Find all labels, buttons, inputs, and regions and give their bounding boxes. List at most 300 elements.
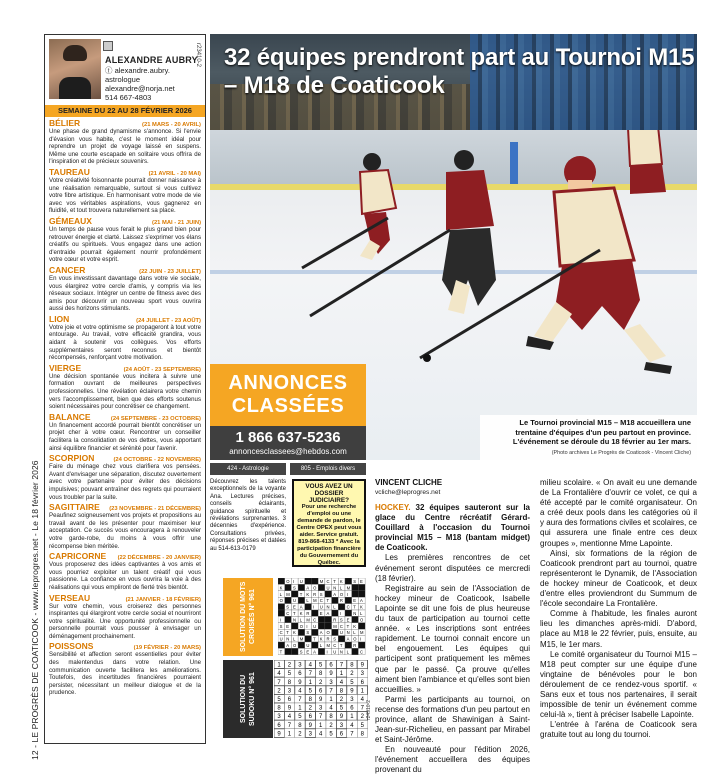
facebook-handle[interactable]: ⓕ alexandre.aubry.: [105, 66, 170, 75]
crossword-letter: S: [293, 585, 296, 591]
sign-text: Un temps de pause vous ferait le plus grand bien pour retrouver énergie et clarté. Laissez s'exprimer vos élans créatifs ou spirituels. Vous engagez dans une action d'entraide pourrait également nourrir profondément votre cœur et votre esprit.: [49, 225, 201, 264]
crossword-letter: A: [360, 598, 363, 604]
crossword-cell: [278, 610, 285, 616]
crossword-cell: [312, 642, 319, 648]
crossword-cell: [338, 604, 345, 610]
photo-credit: (Photo archives Le Progrès de Coaticook - Vincent Cliche): [551, 449, 691, 456]
crossword-letter: C: [319, 598, 323, 604]
crossword-letter: E: [346, 617, 350, 623]
sudoku-digit: 2: [277, 688, 281, 695]
sign-dates: (21 MAI - 21 JUIN): [152, 219, 201, 226]
crossword-letter: U: [279, 636, 283, 642]
crossword-cell: [332, 597, 339, 603]
crossword-letter: T: [346, 623, 350, 629]
classifieds-categories: [210, 463, 366, 475]
sign-name: POISSONS: [49, 641, 94, 652]
horoscope-column: [44, 34, 206, 744]
crossword-letter: A: [319, 630, 323, 636]
crossword-cell: [352, 616, 359, 622]
sign-text: Peaufinez soigneusement vos projets et propositions au travail avant de les présenter pour maximiser leur acceptation. Ce succès vous encouragera à renouveler votre garde-robe, du moins à vous offrir une récompense bien méritée.: [49, 512, 201, 550]
sudoku-digit: 6: [360, 679, 364, 686]
sign-name: SCORPION: [49, 453, 95, 464]
sudoku-grid: [274, 660, 368, 738]
crossword-cell: [338, 636, 345, 642]
crossword-letter: A: [286, 643, 290, 648]
sudoku-digit: 8: [308, 697, 312, 703]
crossword-letter: E: [306, 649, 310, 655]
sign-name: BALANCE: [49, 411, 91, 422]
crossword-letter: I: [346, 591, 348, 597]
crossword-letter: T: [339, 643, 343, 648]
crossword-letter: C: [286, 611, 290, 616]
crossword-cell: [345, 597, 352, 603]
solutions-code: r24910-2: [366, 700, 372, 721]
player-figure: [310, 150, 496, 316]
sudoku-digit: 9: [339, 714, 344, 721]
sudoku-digit: 9: [329, 671, 333, 678]
crossword-letter: S: [279, 623, 283, 629]
crossword-letter: O: [326, 630, 330, 636]
sudoku-digit: 7: [350, 731, 354, 738]
sudoku-digit: 6: [298, 671, 302, 678]
crossword-letter: C: [360, 649, 364, 655]
crossword-letter: S: [306, 630, 310, 636]
crossword-letter: T: [299, 591, 303, 597]
crossword-cell: [345, 642, 352, 648]
sudoku-digit: 7: [308, 671, 312, 678]
crossword-letter: U: [293, 598, 297, 604]
crossword-letter: T: [286, 630, 289, 636]
sign-name: VERSEAU: [49, 592, 91, 603]
crossword-cell: [285, 584, 292, 590]
sudoku-digit: 7: [277, 679, 281, 686]
crossword-cell: [285, 597, 292, 603]
crossword-letter: U: [333, 649, 337, 655]
sign-dates: (19 FÉVRIER - 20 MARS): [133, 645, 201, 652]
sudoku-digit: 9: [308, 722, 312, 729]
crossword-cell: [318, 623, 325, 629]
sudoku-digit: 4: [339, 679, 344, 686]
sudoku-digit: 9: [319, 697, 323, 703]
sign-dates: (24 JUILLET - 23 AOÛT): [136, 317, 201, 324]
sudoku-digit: 7: [329, 688, 333, 695]
sudoku-digit: 5: [287, 671, 292, 678]
crossword-cell: [285, 616, 292, 622]
crossword-letter: I: [313, 604, 315, 610]
article-paragraph: L'entrée à l'aréna de Coaticook sera gratuite tout au long du tournoi.: [540, 720, 697, 740]
article-column-1: [375, 503, 530, 776]
sudoku-digit: 1: [339, 671, 344, 678]
sudoku-digit: 8: [298, 722, 302, 729]
article-column-2: [540, 478, 697, 740]
sudoku-digit: 2: [329, 722, 333, 729]
classifieds-title-line1: ANNONCES: [228, 372, 348, 394]
crossword-letter: K: [353, 623, 357, 629]
crossword-cell: [345, 610, 352, 616]
crossword-cell: [318, 648, 325, 654]
sign-text: En vous investissant davantage dans votre vie sociale, vous élargirez votre cercle d'amis, y compris via les réseaux sociaux. Intégrer un centre de fitness avec des amis pour découvrir un nouveau sport vous ouvrira aussi des horizons stimulants.: [49, 274, 201, 313]
horoscope-sign: [45, 117, 205, 166]
sudoku-digit: 4: [350, 722, 354, 729]
crossword-letter: O: [360, 617, 364, 623]
crossword-letter: R: [333, 617, 337, 623]
crossword-letter: I: [360, 636, 362, 642]
crossword-cell: [305, 604, 315, 610]
article-paragraph: Comme à l'habitude, les finales auront lieu les dimanches après-midi. D'abord, place au M18 le 22 février, puis, ensuite, au M15, le 1er mars.: [540, 609, 697, 649]
crossword-letter: A: [299, 604, 303, 610]
sudoku-digit: 3: [319, 705, 323, 712]
crossword-letter: A: [313, 649, 316, 655]
article-paragraph: Les premières rencontres de cet événement seront disputées ce mercredi (18 février).: [375, 553, 530, 583]
checkbox-icon: [103, 41, 113, 51]
crossword-letter: L: [346, 649, 349, 655]
sudoku-digit: 3: [339, 722, 344, 729]
sudoku-digit: 7: [360, 705, 364, 712]
sign-name: TAUREAU: [49, 166, 90, 177]
horoscope-sign: [45, 362, 205, 411]
crossword-letter: U: [306, 643, 310, 648]
crossword-letter: M: [360, 630, 364, 636]
crossword-letter: T: [293, 611, 296, 616]
sudoku-digit: 5: [339, 705, 344, 712]
crossword-cell: [325, 623, 332, 629]
sudoku-digit: 9: [360, 662, 364, 669]
ad-opex-title: VOUS AVEZ UN DOSSIER JUDICIAIRE?: [305, 483, 353, 504]
crossword-cell: [298, 642, 305, 648]
crossword-cell: [358, 623, 365, 629]
sudoku-digit: 5: [329, 731, 333, 738]
sudoku-digit: 8: [339, 688, 344, 695]
crossword-letter: S: [339, 617, 343, 623]
crossword-letter: S: [319, 591, 323, 597]
sign-list: [45, 117, 205, 697]
crossword-letter: T: [326, 598, 330, 604]
sudoku-digit: 9: [277, 731, 281, 738]
sudoku-digit: 6: [350, 705, 354, 712]
sudoku-digit: 8: [277, 705, 281, 712]
crossword-letter: S: [299, 649, 303, 655]
sudoku-digit: 7: [319, 714, 323, 721]
sudoku-digit: 2: [287, 662, 292, 669]
crossword-letter: L: [353, 630, 356, 636]
sudoku-digit: 1: [308, 679, 312, 686]
crossword-letter: E: [319, 611, 323, 616]
sudoku-digit: 1: [287, 731, 292, 738]
crossword-letter: A: [346, 636, 350, 642]
sudoku-digit: 1: [329, 697, 333, 703]
sudoku-digit: 2: [350, 671, 354, 678]
crossword-letter: A: [326, 611, 330, 616]
crossword-cell: [312, 629, 319, 635]
horoscope-sign: [45, 550, 205, 591]
crossword-letter: S: [353, 579, 357, 584]
crossword-letter: E: [360, 579, 363, 584]
article-paragraph: Registraire au sein de l'Association de hockey mineur de Coaticook, Isabelle Lapointe se dit une fois de plus heureuse du taux de participation au tournoi cette année. « Les inscriptions sont entrées rapidement. Le tournoi connait encore un bel engouement. Les équipes qui participent sont pratiquement les mêmes que par le passé. Ça prouve qu'elles aiment bien l'ambiance et qu'elles sont bien accueillies. »: [375, 583, 530, 694]
ad-opex: [292, 479, 366, 567]
crossword-letter: K: [306, 591, 310, 597]
sign-name: LION: [49, 313, 70, 324]
crossword-letter: M: [286, 591, 290, 597]
crossword-cell: [298, 597, 305, 603]
crossword-letter: N: [353, 611, 357, 616]
crossword-letter: L: [306, 598, 309, 604]
sudoku-digit: 6: [308, 714, 312, 721]
article-author-email[interactable]: vcliche@leprogres.net: [375, 489, 441, 496]
sudoku-digit: 3: [350, 697, 354, 703]
crossword-letter: L: [279, 591, 282, 597]
sign-dates: (24 AOÛT - 23 SEPTEMBRE): [123, 366, 201, 373]
crossword-letter: O: [339, 591, 344, 597]
astrologer-header: [45, 35, 205, 105]
crossword-cell: [285, 648, 292, 654]
classifieds-email[interactable]: annoncesclassees@hebdos.com: [229, 447, 347, 456]
crossword-letter: R: [353, 643, 357, 648]
crossword-cell: [358, 642, 365, 648]
crossword-letter: E: [286, 623, 290, 629]
horoscope-sign: [45, 640, 205, 697]
crossword-letter: M: [333, 623, 337, 629]
horoscope-sign: [45, 313, 205, 362]
crossword-letter: A: [333, 591, 336, 597]
crossword-letter: C: [313, 617, 317, 623]
page-footer: 12 - LE PROGRÈS DE COATICOOK - www.leprogres.net - Le 18 février 2026: [30, 460, 40, 760]
crossword-letter: M: [319, 579, 324, 584]
crossword-letter: C: [333, 643, 337, 648]
sudoku-digit: 5: [277, 697, 281, 703]
article-paragraph: milieu scolaire. « On avait eu une demande de La Frontalière d'ouvrir ce volet, ce qui a été accepté par le comité organisateur. On a créé deux pools dans les catégories où il y aura des formations civiles et scolaires, ce qui assurera une finale entre ces deux groupes », mentionne Mme Lapointe.: [540, 478, 697, 548]
crossword-letter: C: [339, 623, 343, 629]
sudoku-digit: 8: [350, 662, 354, 669]
crossword-cell: [358, 584, 365, 590]
crossword-cell: [291, 648, 298, 654]
crossword-solution-label: SOLUTION DU MOTS CROISÉS N° 961: [223, 578, 273, 656]
crossword-letter: E: [353, 598, 357, 604]
crossword-letter: I: [326, 649, 328, 655]
crossword-letter: A: [306, 585, 310, 591]
horoscope-sign: [45, 215, 205, 264]
horoscope-sign: [45, 592, 205, 641]
crossword-letter: T: [279, 649, 283, 655]
sudoku-digit: 8: [329, 714, 333, 721]
crossword-letter: I: [293, 579, 295, 584]
player-figure: [628, 130, 666, 194]
sudoku-digit: 4: [319, 731, 323, 738]
category-astrologie: 424 - Astrologie: [210, 463, 286, 475]
classifieds-phone[interactable]: 1 866 637-5236: [235, 429, 341, 446]
sudoku-digit: 9: [298, 679, 302, 686]
sudoku-digit: 2: [360, 714, 364, 721]
crossword-cell: [325, 616, 332, 622]
sign-dates: (21 MARS - 20 AVRIL): [142, 122, 201, 128]
sudoku-solution-label: SOLUTION DU SUDOKU N° 961: [223, 660, 273, 738]
crossword-letter: M: [346, 585, 351, 591]
crossword-cell: [332, 610, 342, 616]
sign-dates: (24 OCTOBRE - 22 NOVEMBRE): [113, 457, 201, 464]
crossword-letter: L: [299, 617, 303, 623]
avatar: [49, 39, 101, 99]
horoscope-sign: [45, 501, 205, 550]
headline-banner: [210, 34, 697, 130]
article-paragraph: Parmi les participants au tournoi, on recense des formations d'un peu partout en province, allant de Shawinigan à Saint-Jean-sur-Richelieu, en passant par Mirabel et Saint-Jérôme.: [375, 694, 530, 745]
photo-caption: Le Tournoi provincial M15 – M18 accueillera une trentaine d'équipes d'un peu partout en province. L'événement se déroule du 18 février au 1er mars.: [512, 418, 691, 446]
crossword-letter: S: [333, 636, 336, 642]
sudoku-digit: 5: [308, 688, 312, 695]
sign-text: Un financement accordé pourrait bientôt concrétiser un projet cher à votre cœur. Rencontrer un conseiller facilitera la consolidation de vos dettes, vous apportant ainsi équilibre financier et sérénité pour l'avenir.: [49, 421, 201, 452]
crossword-cell: [332, 629, 339, 635]
sudoku-digit: 8: [287, 679, 292, 686]
crossword-letter: M: [313, 598, 317, 604]
crossword-letter: T: [313, 636, 316, 642]
sign-text: Vous proposerez des idées captivantes à vos amis et vous pourriez exploiter un talent créatif qui vous passionne. La confiance en vous ouvrira la voie à des réalisations qui vous empliront de fierté très bientôt.: [49, 561, 201, 591]
sudoku-digit: 4: [298, 688, 302, 695]
sudoku-digit: 3: [308, 731, 312, 738]
horoscope-sign: [45, 166, 205, 215]
crossword-letter: M: [306, 617, 310, 623]
sudoku-digit: 1: [350, 714, 354, 721]
crossword-letter: N: [286, 636, 290, 642]
player-figure: [302, 153, 396, 268]
facebook-icon: ⓕ: [105, 66, 115, 75]
crossword-cell: [291, 623, 298, 629]
sudoku-digit: 1: [298, 705, 302, 712]
crossword-cell: [312, 610, 319, 616]
crossword-cell: [318, 584, 325, 590]
crossword-letter: L: [319, 643, 323, 648]
sudoku-digit: 6: [287, 697, 292, 703]
sign-dates: (21 AVRIL - 20 MAI): [148, 170, 201, 177]
sign-text: Sensibilité et affection seront essentielles pour éviter des malentendus dans votre relation. Une communication ouverte facilitera les améliorations. Toutefois, des incertitudes financières pourraient persister, nécessitant un meilleur dialogue et de la prudence.: [49, 651, 201, 697]
crossword-cell: [278, 642, 285, 648]
sign-name: CANCER: [49, 264, 86, 275]
crossword-letter: O: [279, 598, 283, 604]
crossword-letter: K: [299, 611, 303, 616]
sudoku-digit: 3: [360, 671, 364, 678]
crossword-letter: K: [360, 604, 363, 610]
horoscope-sign: [45, 264, 205, 313]
crossword-cell: [352, 591, 359, 597]
crossword-cell: [305, 636, 312, 642]
crossword-letter: K: [293, 630, 296, 636]
crossword-letter: O: [293, 643, 297, 648]
sudoku-digit: 1: [277, 662, 281, 669]
crossword-letter: N: [339, 649, 343, 655]
crossword-letter: S: [286, 604, 290, 610]
crossword-letter: N: [326, 604, 330, 610]
sudoku-digit: 4: [308, 662, 312, 669]
sudoku-digit: 5: [319, 662, 323, 669]
crossword-letter: T: [353, 604, 356, 610]
article-paragraph: Le comité organisateur du Tournoi M15 – M18 peut compter sur une équipe d'une vingtaine de bénévoles pour le bon déroulement de ce rendez-vous sportif. « Sans eux et tous nos partenaires, il serait impossible de tenir un événement comme celui-là », tient à préciser Isabelle Lapointe.: [540, 649, 697, 720]
sudoku-digit: 3: [298, 662, 302, 669]
crossword-cell: [352, 584, 359, 590]
sudoku-digit: 3: [329, 679, 333, 686]
crossword-letter: L: [360, 611, 363, 616]
sign-name: GÉMEAUX: [49, 215, 92, 226]
sudoku-digit: 8: [360, 731, 364, 738]
ad-opex-text: Pour une recherche d'emploi ou une demande de pardon, le Centre OPEX peut vous aider. Service gratuit. 819-868-4133 * Avec la participation financière du Gouvernement du Québec.: [296, 504, 362, 566]
crossword-letter: N: [333, 585, 337, 591]
photo-caption-box: [480, 415, 697, 463]
crossword-letter: L: [333, 604, 336, 610]
sign-text: Une décision spontanée vous incitera à suivre une formation ouvrant de meilleures perspectives professionnelles. Une révélation éclairera votre chemin vers l'accomplissement, bien que des efforts soutenus soient nécessaires pour concrétiser ce changement.: [49, 372, 201, 411]
sign-text: Faire du ménage chez vous clarifiera vos pensées. Avant d'envisager une séparation, discutez ouvertement avec votre partenaire pour éviter des décisions impulsives; pouvant entraîner des regrets qui pourraient vous troubler par la suite.: [49, 463, 201, 501]
horoscope-sign: [45, 411, 205, 452]
sudoku-digit: 5: [350, 679, 354, 686]
sign-dates: (22 JUIN - 23 JUILLET): [139, 268, 201, 275]
sudoku-digit: 4: [287, 714, 292, 721]
astrologer-role: astrologue: [105, 75, 141, 84]
sign-name: VIERGE: [49, 362, 82, 373]
crossword-cell: [291, 591, 298, 597]
ad-code: r23410-2: [195, 43, 201, 68]
crossword-cell: [318, 616, 325, 622]
crossword-cell: [298, 629, 305, 635]
category-emplois: 805 - Emplois divers: [290, 463, 366, 475]
crossword-cell: [358, 591, 365, 597]
crossword-cell: [345, 578, 352, 584]
sign-dates: (21 JANVIER - 18 FÉVRIER): [125, 596, 201, 603]
sign-dates: (23 NOVEMBRE - 21 DÉCEMBRE): [109, 506, 201, 513]
sudoku-digit: 2: [308, 705, 312, 712]
article-paragraph: En nouveauté pour l'édition 2026, l'événement accueillera des équipes provenant du: [375, 745, 530, 775]
crossword-letter: O: [286, 579, 290, 584]
crossword-letter: K: [339, 579, 343, 584]
sudoku-digit: 6: [339, 731, 344, 738]
sign-name: BÉLIER: [49, 118, 81, 128]
crossword-letter: U: [299, 579, 303, 584]
sudoku-digit: 1: [360, 688, 364, 695]
crossword-letter: O: [353, 636, 357, 642]
article-headline: 32 équipes prendront part au Tournoi M15 – M18 de Coaticook: [224, 44, 695, 99]
crossword-letter: O: [299, 623, 303, 629]
classifieds-title-line2: CLASSÉES: [231, 395, 345, 417]
sign-text: Votre joie et votre optimisme se propageront à tout votre entourage. Au travail, votre efficacité grandira, vous aidant à soutenir vos collègues. Vos efforts supplémentaires seront reconnus et bientôt récompensés, renforçant votre motivation.: [49, 323, 201, 362]
crossword-letter: K: [319, 636, 323, 642]
sudoku-digit: 6: [277, 722, 281, 729]
astrologer-email[interactable]: alexandre@norja.net: [105, 84, 175, 93]
sign-name: CAPRICORNE: [49, 551, 107, 562]
crossword-letter: R: [306, 611, 310, 616]
crossword-letter: C: [326, 579, 330, 584]
sudoku-digit: 9: [287, 705, 292, 712]
week-banner: SEMAINE DU 22 AU 28 FÉVRIER 2026: [45, 105, 205, 117]
sign-text: Votre créativité foisonnante pourrait donner naissance à une réalisation remarquable, surtout si vous cultivez votre fibre artistique. En harmonisant votre mode de vie avec vos véritables aspirations, vous gagnerez en fluidité, et tout trouvera naturellement sa place.: [49, 176, 201, 215]
crossword-letter: M: [326, 643, 330, 648]
crossword-cell: [352, 648, 359, 654]
sudoku-digit: 6: [319, 688, 323, 695]
article-lead: HOCKEY. 32 équipes sauteront sur la glace du Centre récréatif Gérard-Couillard à l'occasion du Tournoi provincial M15 – M18 (bantam midget) de Coaticook.: [375, 503, 530, 553]
sign-name: SAGITTAIRE: [49, 502, 100, 513]
sudoku-digit: 7: [339, 662, 344, 669]
sudoku-digit: 6: [329, 662, 333, 669]
crossword-letter: I: [306, 623, 308, 629]
crossword-letter: N: [346, 630, 350, 636]
crossword-cell: [278, 578, 285, 584]
crossword-letter: E: [293, 604, 296, 610]
sign-dates: (24 SEPTEMBRE - 23 OCTOBRE): [110, 415, 201, 422]
crossword-letter: R: [313, 591, 317, 597]
crossword-letter: L: [339, 585, 343, 591]
astrologer-name: ALEXANDRE AUBRY: [105, 55, 198, 65]
sudoku-digit: 7: [298, 697, 302, 703]
sudoku-digit: 4: [329, 705, 333, 712]
sudoku-digit: 2: [298, 731, 302, 738]
sudoku-digit: 4: [277, 671, 281, 678]
classifieds-banner: [210, 364, 366, 460]
crossword-letter: U: [326, 585, 330, 591]
crossword-letter: C: [279, 630, 283, 636]
crossword-letter: T: [333, 579, 336, 584]
